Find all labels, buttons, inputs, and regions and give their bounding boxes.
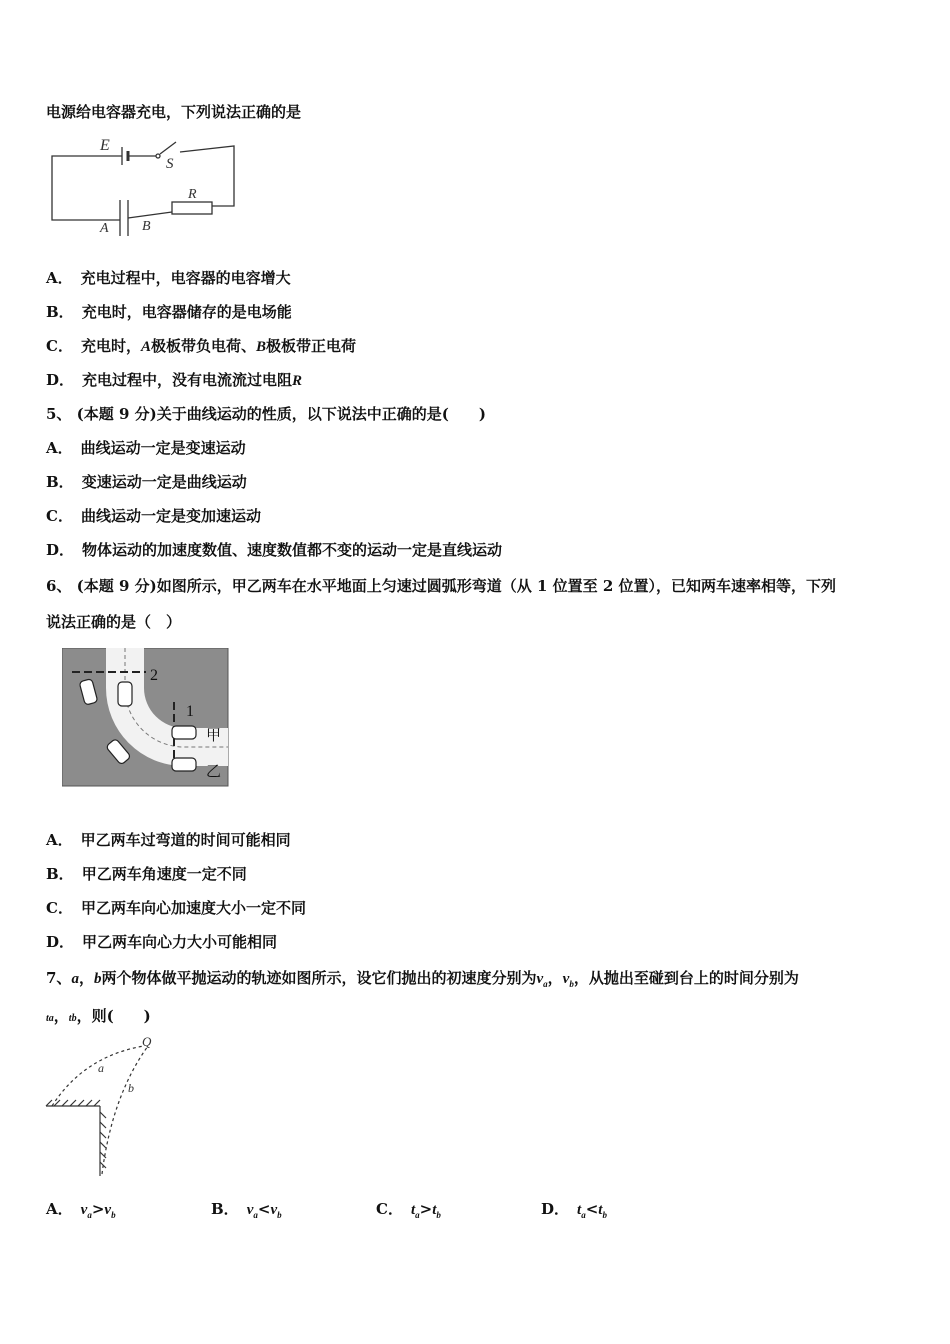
label-traj-a: a bbox=[98, 1061, 104, 1075]
q4-option-a[interactable]: A． 充电过程中，电容器的电容增大 bbox=[46, 269, 291, 287]
curved-road-figure bbox=[62, 648, 230, 788]
q6-option-b[interactable]: B． 甲乙两车角速度一定不同 bbox=[46, 865, 247, 883]
q4-option-d[interactable]: D． 充电过程中，没有电流流过电阻R bbox=[46, 371, 303, 389]
q7-stem-line2: ta，tb，则( ) bbox=[46, 1007, 151, 1025]
label-pos1: 1 bbox=[186, 703, 194, 720]
label-s: S bbox=[166, 156, 174, 172]
q6-option-a[interactable]: A． 甲乙两车过弯道的时间可能相同 bbox=[46, 831, 291, 849]
q7-option-b[interactable]: B． $v_a<v_b$ bbox=[211, 1200, 282, 1220]
q5-option-d[interactable]: D． 物体运动的加速度数值、速度数值都不变的运动一定是直线运动 bbox=[46, 541, 503, 559]
q7-option-d[interactable]: D． $t_a<t_b$ bbox=[541, 1200, 607, 1220]
q7-option-c[interactable]: C． $t_a>t_b$ bbox=[376, 1200, 441, 1220]
capacitor-circuit-figure bbox=[44, 132, 244, 242]
q7-option-a[interactable]: A． $v_a>v_b$ bbox=[46, 1200, 116, 1220]
q6-stem-line1: 6、 (本题 9 分)如图所示，甲乙两车在水平地面上匀速过圆弧形弯道（从 1 位置至 2 位置），已知两车速率相等，下列 bbox=[46, 577, 837, 595]
q6-option-c[interactable]: C． 甲乙两车向心加速度大小一定不同 bbox=[46, 899, 306, 917]
label-r: R bbox=[188, 187, 197, 202]
q5-stem: 5、 (本题 9 分)关于曲线运动的性质，以下说法中正确的是( ) bbox=[46, 405, 486, 423]
q7-stem-line1: 7、a，b两个物体做平抛运动的轨迹如图所示，设它们抛出的初速度分别为$v_a$，$v_b$，从抛出至碰到台上的时间分别为 bbox=[46, 969, 799, 989]
label-e: E bbox=[100, 137, 110, 154]
projectile-trajectory-figure bbox=[44, 1036, 174, 1178]
label-a: A bbox=[100, 221, 109, 236]
q6-option-d[interactable]: D． 甲乙两车向心力大小可能相同 bbox=[46, 933, 278, 951]
label-jia: 甲 bbox=[206, 726, 222, 744]
q5-option-b[interactable]: B． 变速运动一定是曲线运动 bbox=[46, 473, 247, 491]
q4-option-c[interactable]: C． 充电时，A极板带负电荷、B极板带正电荷 bbox=[46, 337, 357, 355]
q5-option-a[interactable]: A． 曲线运动一定是变速运动 bbox=[46, 439, 246, 457]
q5-option-c[interactable]: C． 曲线运动一定是变加速运动 bbox=[46, 507, 261, 525]
label-b: B bbox=[142, 219, 151, 234]
label-traj-b: b bbox=[128, 1081, 134, 1095]
q4-stem: 电源给电容器充电，下列说法正确的是 bbox=[46, 103, 302, 121]
q6-stem-line2: 说法正确的是（ ） bbox=[46, 613, 182, 631]
label-q: Q bbox=[142, 1036, 152, 1049]
label-pos2: 2 bbox=[150, 667, 158, 684]
label-yi: 乙 bbox=[206, 762, 222, 780]
q4-option-b[interactable]: B． 充电时，电容器储存的是电场能 bbox=[46, 303, 292, 321]
